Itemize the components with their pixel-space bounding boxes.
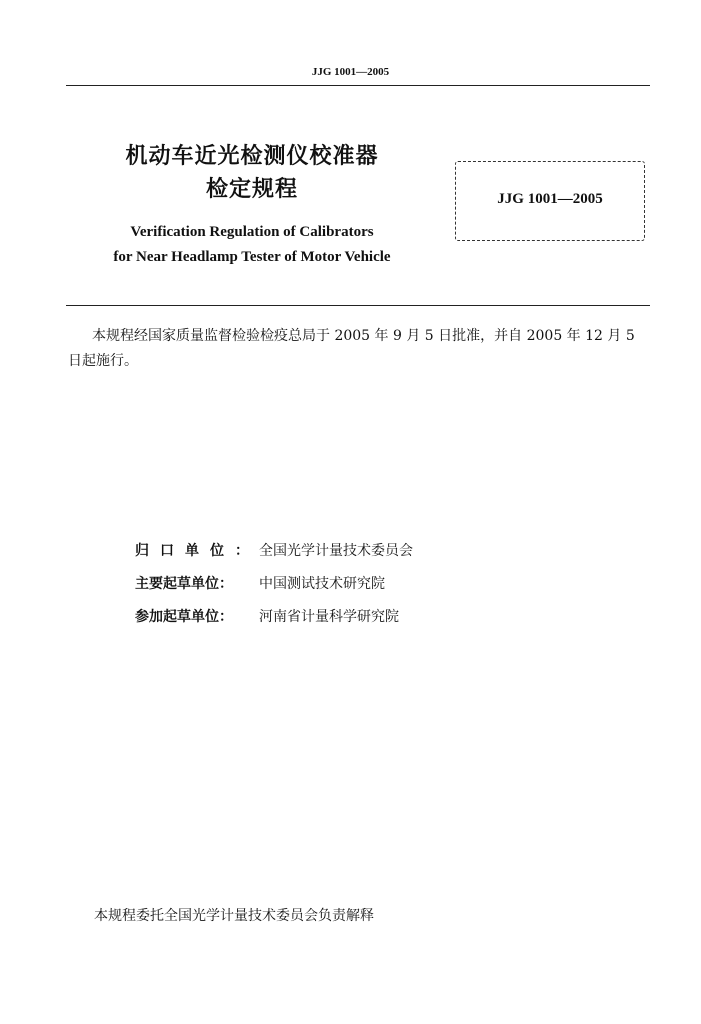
organization-value: 中国测试技术研究院	[259, 576, 385, 592]
title-chinese-line1: 机动车近光检测仪校准器	[125, 144, 379, 169]
interpretation-note: 本规程委托全国光学计量技术委员会负责解释	[94, 908, 374, 924]
organization-label: 归口单位：	[135, 543, 260, 559]
title-chinese-line2: 检定规程	[205, 177, 298, 202]
standard-code: JJG 1001—2005	[497, 191, 603, 207]
organization-label: 主要起草单位：	[135, 576, 233, 592]
organization-value: 全国光学计量技术委员会	[259, 543, 413, 559]
approval-statement: 本规程经国家质量监督检验检疫总局于 2005 年 9 月 5 日批准，并自 2005 年 12 月 5 日起施行。	[68, 328, 635, 369]
title-english-line1: Verification Regulation of Calibrators	[130, 224, 374, 240]
header-rule	[66, 85, 650, 86]
organization-row	[135, 540, 413, 560]
organization-row	[135, 606, 399, 626]
organization-value: 河南省计量科学研究院	[259, 609, 399, 625]
organization-label: 参加起草单位：	[135, 609, 233, 625]
title-english-line2: for Near Headlamp Tester of Motor Vehicle	[113, 249, 391, 265]
running-header: JJG 1001—2005	[311, 66, 390, 78]
section-divider	[66, 305, 650, 306]
organization-row	[135, 573, 385, 593]
